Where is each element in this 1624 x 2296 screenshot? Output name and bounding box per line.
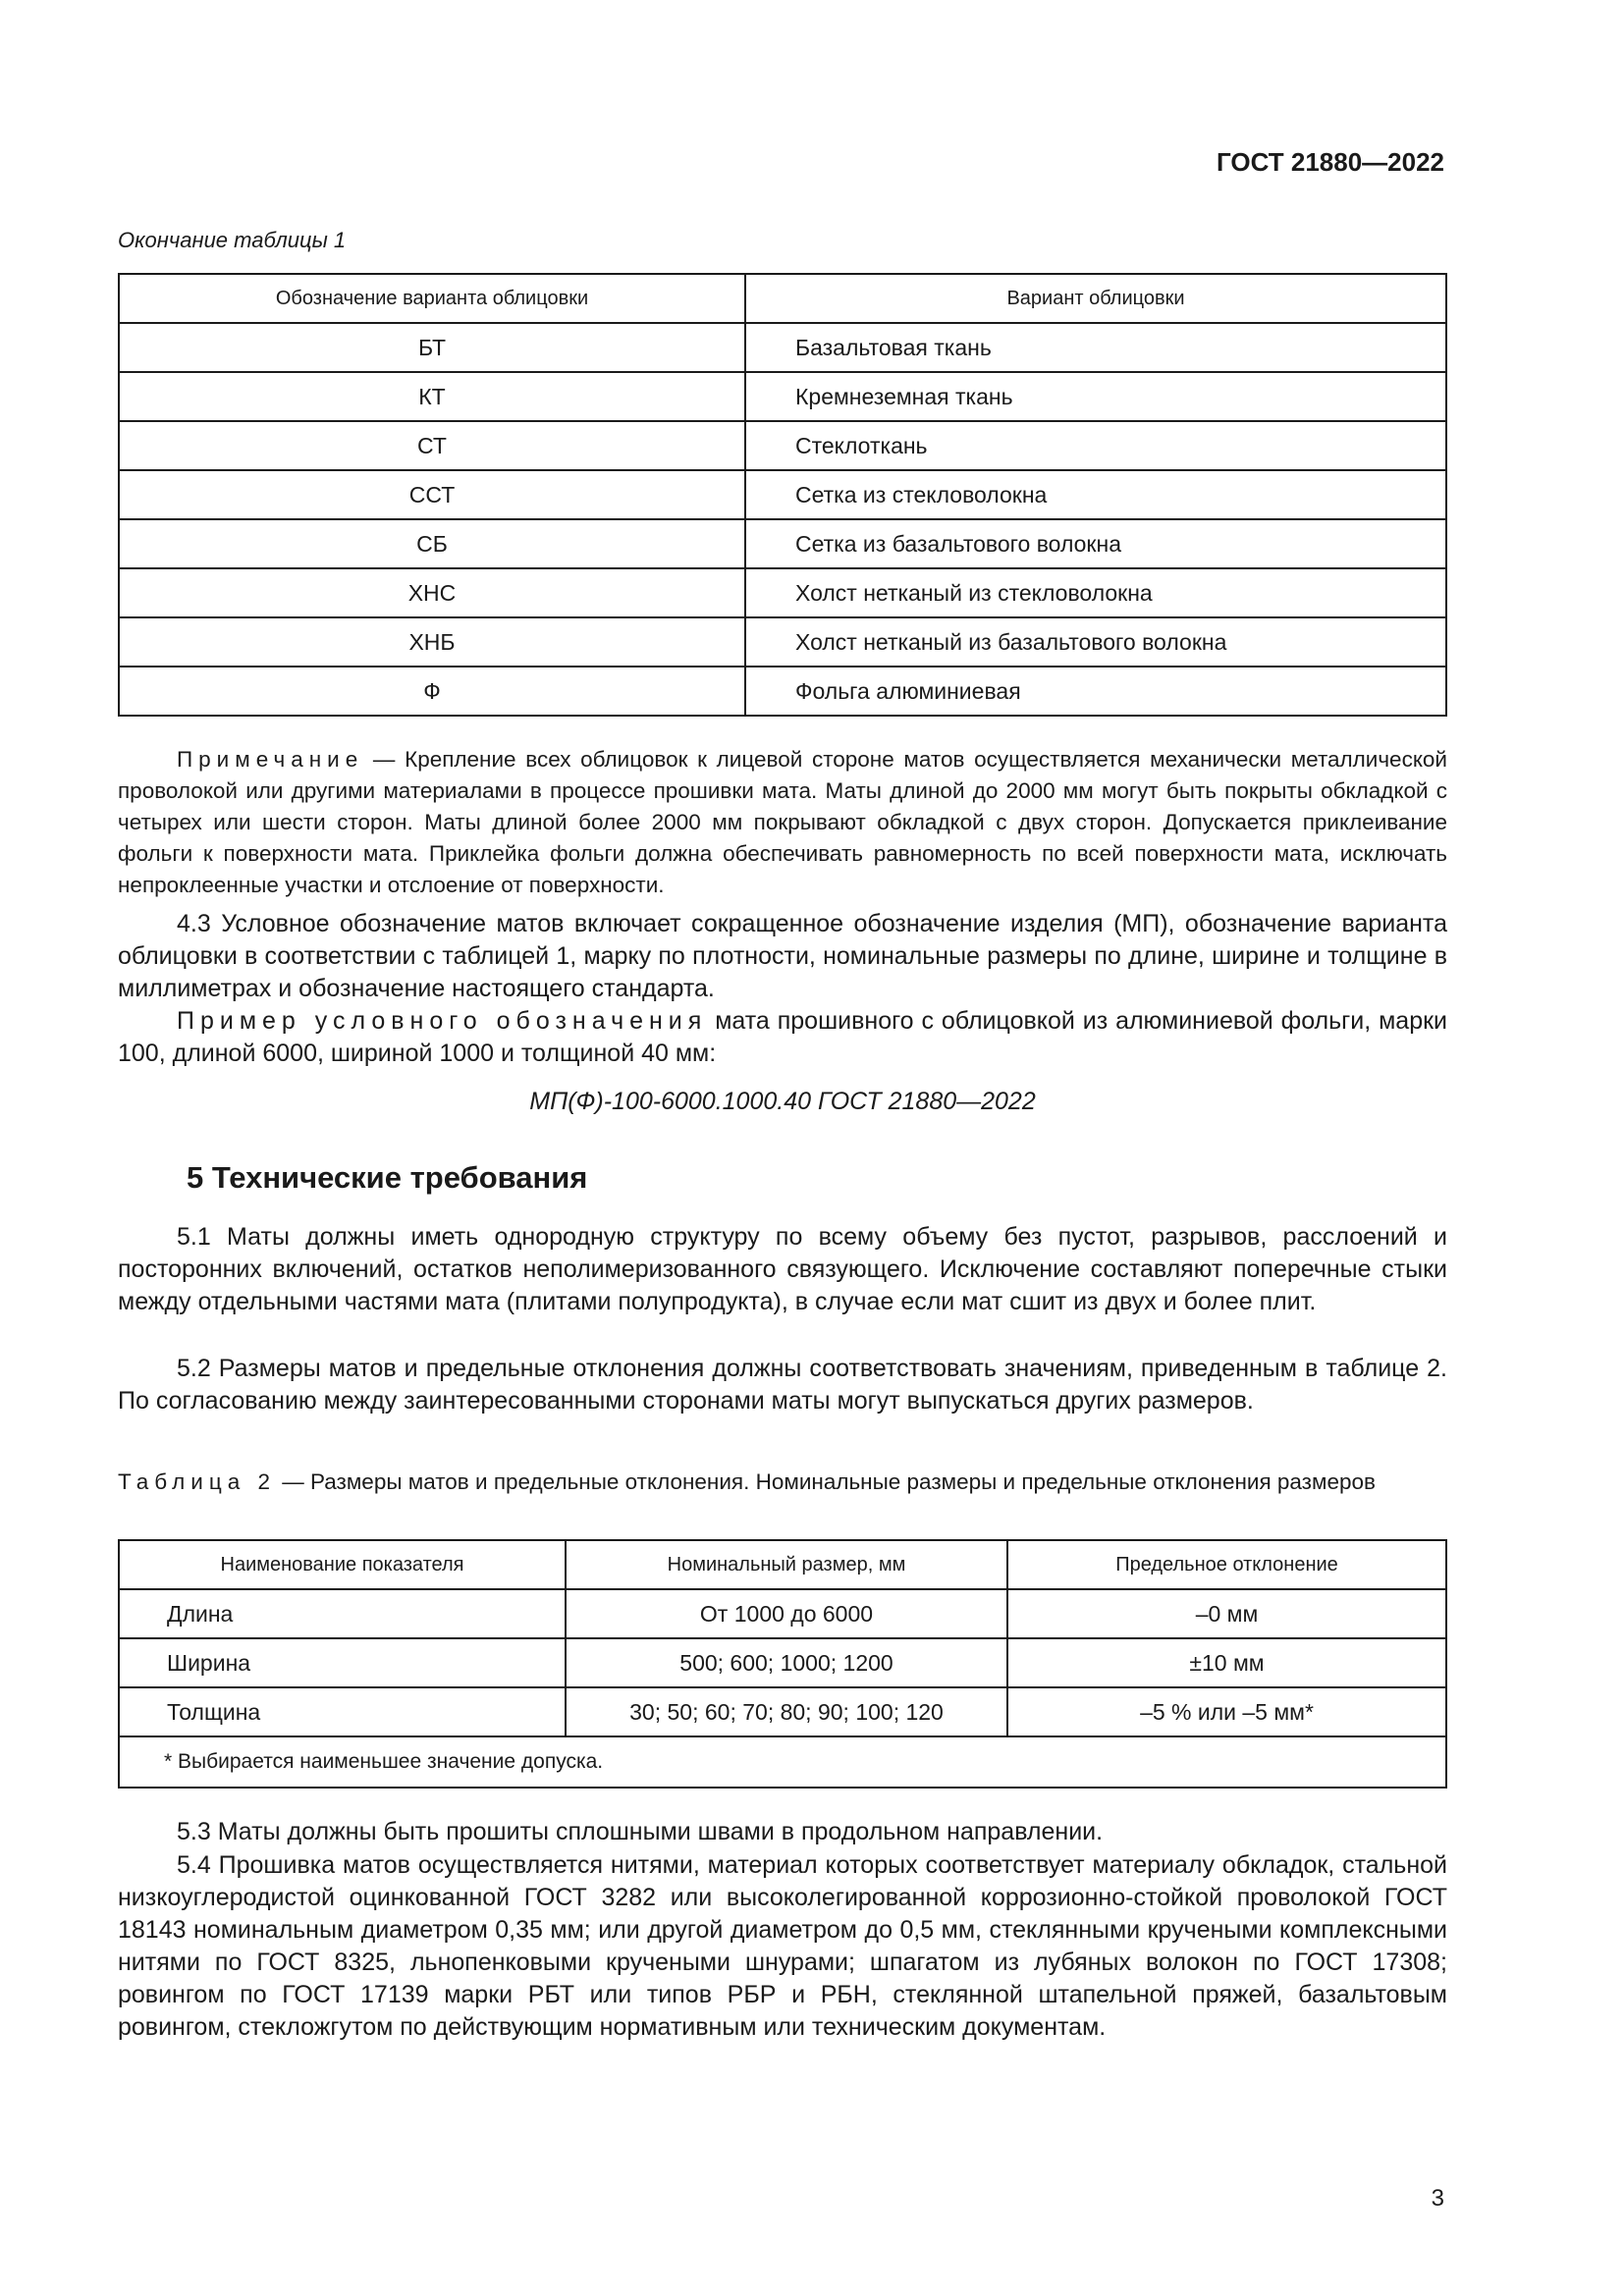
nominal-size: От 1000 до 6000 — [566, 1589, 1007, 1638]
table2-caption-label: Таблица 2 — [118, 1469, 276, 1494]
indicator-name: Длина — [119, 1589, 566, 1638]
column-header: Номинальный размер, мм — [566, 1540, 1007, 1589]
table-row — [119, 1638, 1446, 1687]
table-row — [119, 568, 1446, 617]
table-row — [119, 617, 1446, 667]
example-text: мата прошивного с облицовкой из алюминиевой фольги, марки 100, длиной 6000, шириной 1000 и толщиной 40 мм: — [118, 1007, 1447, 1067]
tolerance: ±10 мм — [1007, 1638, 1446, 1687]
paragraph-5-2: 5.2 Размеры матов и предельные отклонения должны соответствовать значениям, приведенным в таблице 2. По согласованию между заинтересованными сторонами маты могут выпускаться других размеров. — [118, 1355, 1447, 1415]
cladding-code: ХНБ — [119, 617, 745, 667]
column-header: Предельное отклонение — [1007, 1540, 1446, 1589]
table-row — [119, 372, 1446, 421]
cladding-name: Сетка из базальтового волокна — [745, 519, 1446, 568]
cladding-name: Стеклоткань — [745, 421, 1446, 470]
nominal-size: 30; 50; 60; 70; 80; 90; 100; 120 — [566, 1687, 1007, 1736]
column-header: Обозначение варианта облицовки — [119, 274, 745, 323]
indicator-name: Толщина — [119, 1687, 566, 1736]
table-row — [119, 323, 1446, 372]
paragraph-4-3: 4.3 Условное обозначение матов включает сокращенное обозначение изделия (МП), обозначение варианта облицовки в соответствии с таблицей 1, марку по плотности, номинальные размеры по длине, ширине и толщине в миллиметрах и обозначение настоящего стандарта. — [118, 910, 1447, 1002]
cladding-code: СБ — [119, 519, 745, 568]
column-header: Наименование показателя — [119, 1540, 566, 1589]
example-label: Пример условного обозначения — [177, 1007, 708, 1035]
cladding-name: Кремнеземная ткань — [745, 372, 1446, 421]
table-footnote-row — [119, 1736, 1446, 1788]
cladding-name: Фольга алюминиевая — [745, 667, 1446, 716]
table-row — [119, 1687, 1446, 1736]
table-row — [119, 519, 1446, 568]
nominal-size: 500; 600; 1000; 1200 — [566, 1638, 1007, 1687]
standard-designation: ГОСТ 21880—2022 — [1217, 147, 1444, 177]
table1-caption: Окончание таблицы 1 — [118, 228, 347, 252]
table-row — [119, 1589, 1446, 1638]
cladding-name: Холст нетканый из базальтового волокна — [745, 617, 1446, 667]
cladding-name: Сетка из стекловолокна — [745, 470, 1446, 519]
cladding-code: Ф — [119, 667, 745, 716]
cladding-code: ХНС — [119, 568, 745, 617]
cladding-variants-table — [118, 273, 1447, 717]
tolerance: –5 % или –5 мм* — [1007, 1687, 1446, 1736]
tolerance: –0 мм — [1007, 1589, 1446, 1638]
table1-note — [118, 744, 1447, 901]
table-row — [119, 470, 1446, 519]
note-label: Примечание — [177, 747, 364, 772]
table-header-row — [119, 1540, 1446, 1589]
cladding-code: ССТ — [119, 470, 745, 519]
indicator-name: Ширина — [119, 1638, 566, 1687]
cladding-code: КТ — [119, 372, 745, 421]
table-row — [119, 421, 1446, 470]
mat-dimensions-table — [118, 1539, 1447, 1789]
table-row — [119, 667, 1446, 716]
table2-caption — [118, 1468, 1447, 1497]
cladding-name: Холст нетканый из стекловолокна — [745, 568, 1446, 617]
cladding-code: СТ — [119, 421, 745, 470]
page-number: 3 — [1431, 2185, 1444, 2212]
note-text: — Крепление всех облицовок к лицевой стороне матов осуществляется механически металлической проволокой или другими материалами в процессе прошивки мата. Маты длиной до 2000 мм могут быть покрыты обкладкой с четырех или шести сторон. Маты длиной более 2000 мм покрывают обкладкой с двух сторон. Допускается приклеивание фольги к поверхности мата. Приклейка фольги должна обеспечивать равномерность по всей поверхности мата, исключать непроклеенные участки и отслоение от поверхности. — [118, 747, 1447, 897]
example-designation: МП(Ф)-100-6000.1000.40 ГОСТ 21880—2022 — [529, 1088, 1036, 1115]
table-footnote: * Выбирается наименьшее значение допуска. — [119, 1736, 1446, 1788]
example-paragraph — [118, 1005, 1447, 1070]
cladding-name: Базальтовая ткань — [745, 323, 1446, 372]
table2-caption-text: — Размеры матов и предельные отклонения. Номинальные размеры и предельные отклонения размеров — [276, 1469, 1376, 1494]
column-header: Вариант облицовки — [745, 274, 1446, 323]
section-title: 5 Технические требования — [187, 1160, 588, 1195]
cladding-code: БТ — [119, 323, 745, 372]
paragraph-5-3: 5.3 Маты должны быть прошиты сплошными швами в продольном направлении. — [177, 1818, 1104, 1845]
paragraph-5-4: 5.4 Прошивка матов осуществляется нитями, материал которых соответствует материалу обкладок, стальной низкоуглеродистой оцинкованной ГОСТ 3282 или высоколегированной коррозионно-стойкой проволокой ГОСТ 18143 номинальным диаметром 0,35 мм; или другой диаметром до 0,5 мм, стеклянными кручеными комплексными нитями по ГОСТ 8325, льнопенковыми кручеными шнурами; шпагатом из лубяных волокон по ГОСТ 17308; ровингом по ГОСТ 17139 марки РБТ или типов РБР и РБН, стеклянной штапельной пряжей, базальтовым ровингом, стекложгутом по действующим нормативным или техническим документам. — [118, 1851, 1447, 2041]
table-header-row — [119, 274, 1446, 323]
paragraph-5-1: 5.1 Маты должны иметь однородную структуру по всему объему без пустот, разрывов, расслоений и посторонних включений, остатков неполимеризованного связующего. Исключение составляют поперечные стыки между отдельными частями мата (плитами полупродукта), в случае если мат сшит из двух и более плит. — [118, 1223, 1447, 1315]
